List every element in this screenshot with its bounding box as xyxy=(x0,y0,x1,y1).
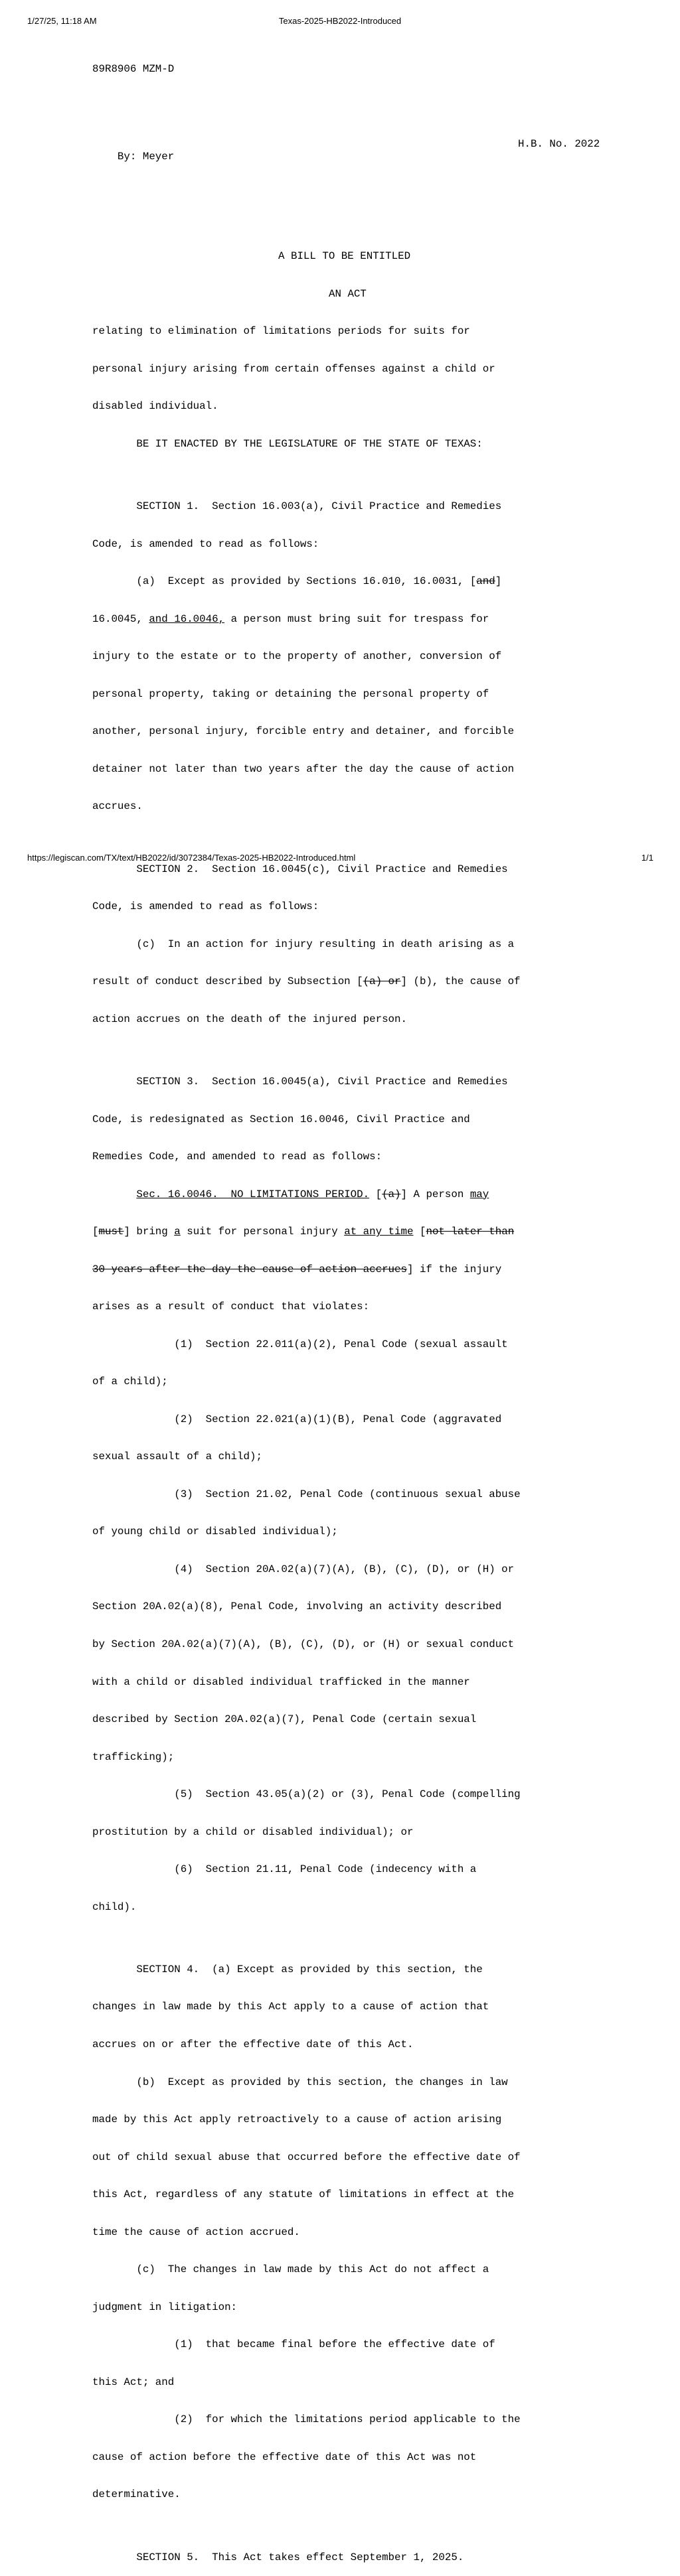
section-2-line: (c) In an action for injury resulting in death arising as a xyxy=(92,938,515,950)
section-3-line: (5) Section 43.05(a)(2) or (3), Penal Code (compelling xyxy=(92,1788,521,1801)
section-3-line: of young child or disabled individual); xyxy=(92,1526,338,1538)
section-5-line: SECTION 5. This Act takes effect September 1, 2025. xyxy=(92,2551,464,2563)
bill-byline xyxy=(92,137,624,163)
section-3-line: of a child); xyxy=(92,1376,168,1388)
section-3-line: trafficking); xyxy=(92,1751,175,1763)
section-4-line: this Act, regardless of any statute of limitations in effect at the xyxy=(92,2188,515,2201)
section-3-line: sexual assault of a child); xyxy=(92,1451,262,1463)
section-2-line: result of conduct described by Subsection [(a) or] (b), the cause of xyxy=(92,975,521,988)
bill-number: H.B. No. 2022 xyxy=(518,137,600,150)
bill-heading-2: AN ACT xyxy=(329,287,367,300)
section-3-line: SECTION 3. Section 16.0045(a), Civil Practice and Remedies xyxy=(92,1076,508,1088)
section-3-line: Remedies Code, and amended to read as follows: xyxy=(92,1151,382,1163)
section-4-line: out of child sexual abuse that occurred before the effective date of xyxy=(92,2151,521,2163)
section-1-line: injury to the estate or to the property of another, conversion of xyxy=(92,650,502,663)
deleted-text: must xyxy=(98,1226,124,1238)
section-1-line: SECTION 1. Section 16.003(a), Civil Practice and Remedies xyxy=(92,500,502,513)
section-2-line: action accrues on the death of the injured person. xyxy=(92,1013,407,1025)
section-1-line: personal property, taking or detaining the personal property of xyxy=(92,687,489,700)
section-1-line: detainer not later than two years after the day the cause of action xyxy=(92,762,515,775)
caption-line: disabled individual. xyxy=(92,400,218,413)
inserted-text: may xyxy=(469,1188,489,1200)
section-3-line: (3) Section 21.02, Penal Code (continuous sexual abuse xyxy=(92,1488,521,1500)
section-4-line: this Act; and xyxy=(92,2376,175,2388)
section-3-line: 30 years after the day the cause of action accrues] if the injury xyxy=(92,1263,502,1275)
section-2-line: Code, is amended to read as follows: xyxy=(92,900,319,913)
section-4-line: time the cause of action accrued. xyxy=(92,2226,300,2238)
bill-text xyxy=(92,38,624,2576)
print-url: https://legiscan.com/TX/text/HB2022/id/3072384/Texas-2025-HB2022-Introduced.html xyxy=(27,853,356,863)
caption-line: relating to elimination of limitations periods for suits for xyxy=(92,325,470,338)
inserted-text: Sec. 16.0046. NO LIMITATIONS PERIOD. xyxy=(136,1188,370,1200)
deleted-text: not later than xyxy=(426,1226,515,1238)
inserted-text: and 16.0046, xyxy=(149,612,225,625)
print-footer xyxy=(0,853,680,865)
section-3-line: (2) Section 22.021(a)(1)(B), Penal Code (aggravated xyxy=(92,1413,502,1425)
section-4-line: determinative. xyxy=(92,2488,181,2501)
section-3-line: [must] bring a suit for personal injury at any time [not later than xyxy=(92,1226,515,1238)
section-3-line: child). xyxy=(92,1900,137,1913)
section-2-line: SECTION 2. Section 16.0045(c), Civil Practice and Remedies xyxy=(92,863,508,875)
section-4-line: cause of action before the effective date of this Act was not xyxy=(92,2451,477,2463)
section-1-line: 16.0045, and 16.0046, a person must bring suit for trespass for xyxy=(92,612,489,625)
section-3-line: (1) Section 22.011(a)(2), Penal Code (sexual assault xyxy=(92,1338,508,1350)
section-4-line: SECTION 4. (a) Except as provided by this section, the xyxy=(92,1963,483,1975)
bill-author: By: Meyer xyxy=(117,150,175,163)
section-3-line: with a child or disabled individual trafficked in the manner xyxy=(92,1676,470,1688)
section-4-line: made by this Act apply retroactively to a cause of action arising xyxy=(92,2113,502,2126)
section-4-line: judgment in litigation: xyxy=(92,2301,238,2313)
section-3-line: (4) Section 20A.02(a)(7)(A), (B), (C), (D), or (H) or xyxy=(92,1563,515,1575)
section-1-line: another, personal injury, forcible entry and detainer, and forcible xyxy=(92,725,515,738)
caption-line: personal injury arising from certain offenses against a child or xyxy=(92,362,495,375)
section-3-line: Sec. 16.0046. NO LIMITATIONS PERIOD. [(a)] A person may xyxy=(136,1188,489,1200)
section-1-line: accrues. xyxy=(92,800,143,813)
print-header xyxy=(0,16,680,28)
section-4-line: changes in law made by this Act apply to a cause of action that xyxy=(92,2001,489,2013)
section-4-line: (b) Except as provided by this section, the changes in law xyxy=(92,2076,508,2088)
section-3-line: prostitution by a child or disabled individual); or xyxy=(92,1825,414,1838)
section-1-line: (a) Except as provided by Sections 16.010, 16.0031, [and] xyxy=(92,575,502,588)
section-4-line: (c) The changes in law made by this Act do not affect a xyxy=(92,2263,489,2276)
section-1-line: Code, is amended to read as follows: xyxy=(92,537,319,550)
inserted-text: at any time xyxy=(344,1226,414,1238)
inserted-text: a xyxy=(174,1226,181,1238)
section-4-line: accrues on or after the effective date of this Act. xyxy=(92,2039,414,2050)
section-3-line: Section 20A.02(a)(8), Penal Code, involving an activity described xyxy=(92,1601,502,1613)
deleted-text: (a) or xyxy=(363,975,401,988)
bill-code: 89R8906 MZM-D xyxy=(92,62,175,75)
print-title: Texas-2025-HB2022-Introduced xyxy=(278,16,402,26)
deleted-text: (a) xyxy=(382,1188,401,1200)
section-4-line: (2) for which the limitations period applicable to the xyxy=(92,2413,521,2426)
section-3-line: by Section 20A.02(a)(7)(A), (B), (C), (D), or (H) or sexual conduct xyxy=(92,1638,515,1650)
print-datetime: 1/27/25, 11:18 AM xyxy=(27,16,97,26)
section-3-line: arises as a result of conduct that violates: xyxy=(92,1301,370,1313)
section-4-line: (1) that became final before the effective date of xyxy=(92,2338,495,2351)
deleted-text: 30 years after the day the cause of action accrues xyxy=(92,1263,407,1275)
section-3-line: (6) Section 21.11, Penal Code (indecency with a xyxy=(92,1863,477,1876)
section-3-line: Code, is redesignated as Section 16.0046, Civil Practice and xyxy=(92,1113,470,1125)
bill-heading-1: A BILL TO BE ENTITLED xyxy=(278,250,411,263)
enacting-clause: BE IT ENACTED BY THE LEGISLATURE OF THE STATE OF TEXAS: xyxy=(92,438,483,450)
page-number: 1/1 xyxy=(641,853,653,863)
section-3-line: described by Section 20A.02(a)(7), Penal Code (certain sexual xyxy=(92,1713,477,1726)
deleted-text: and xyxy=(476,575,495,588)
